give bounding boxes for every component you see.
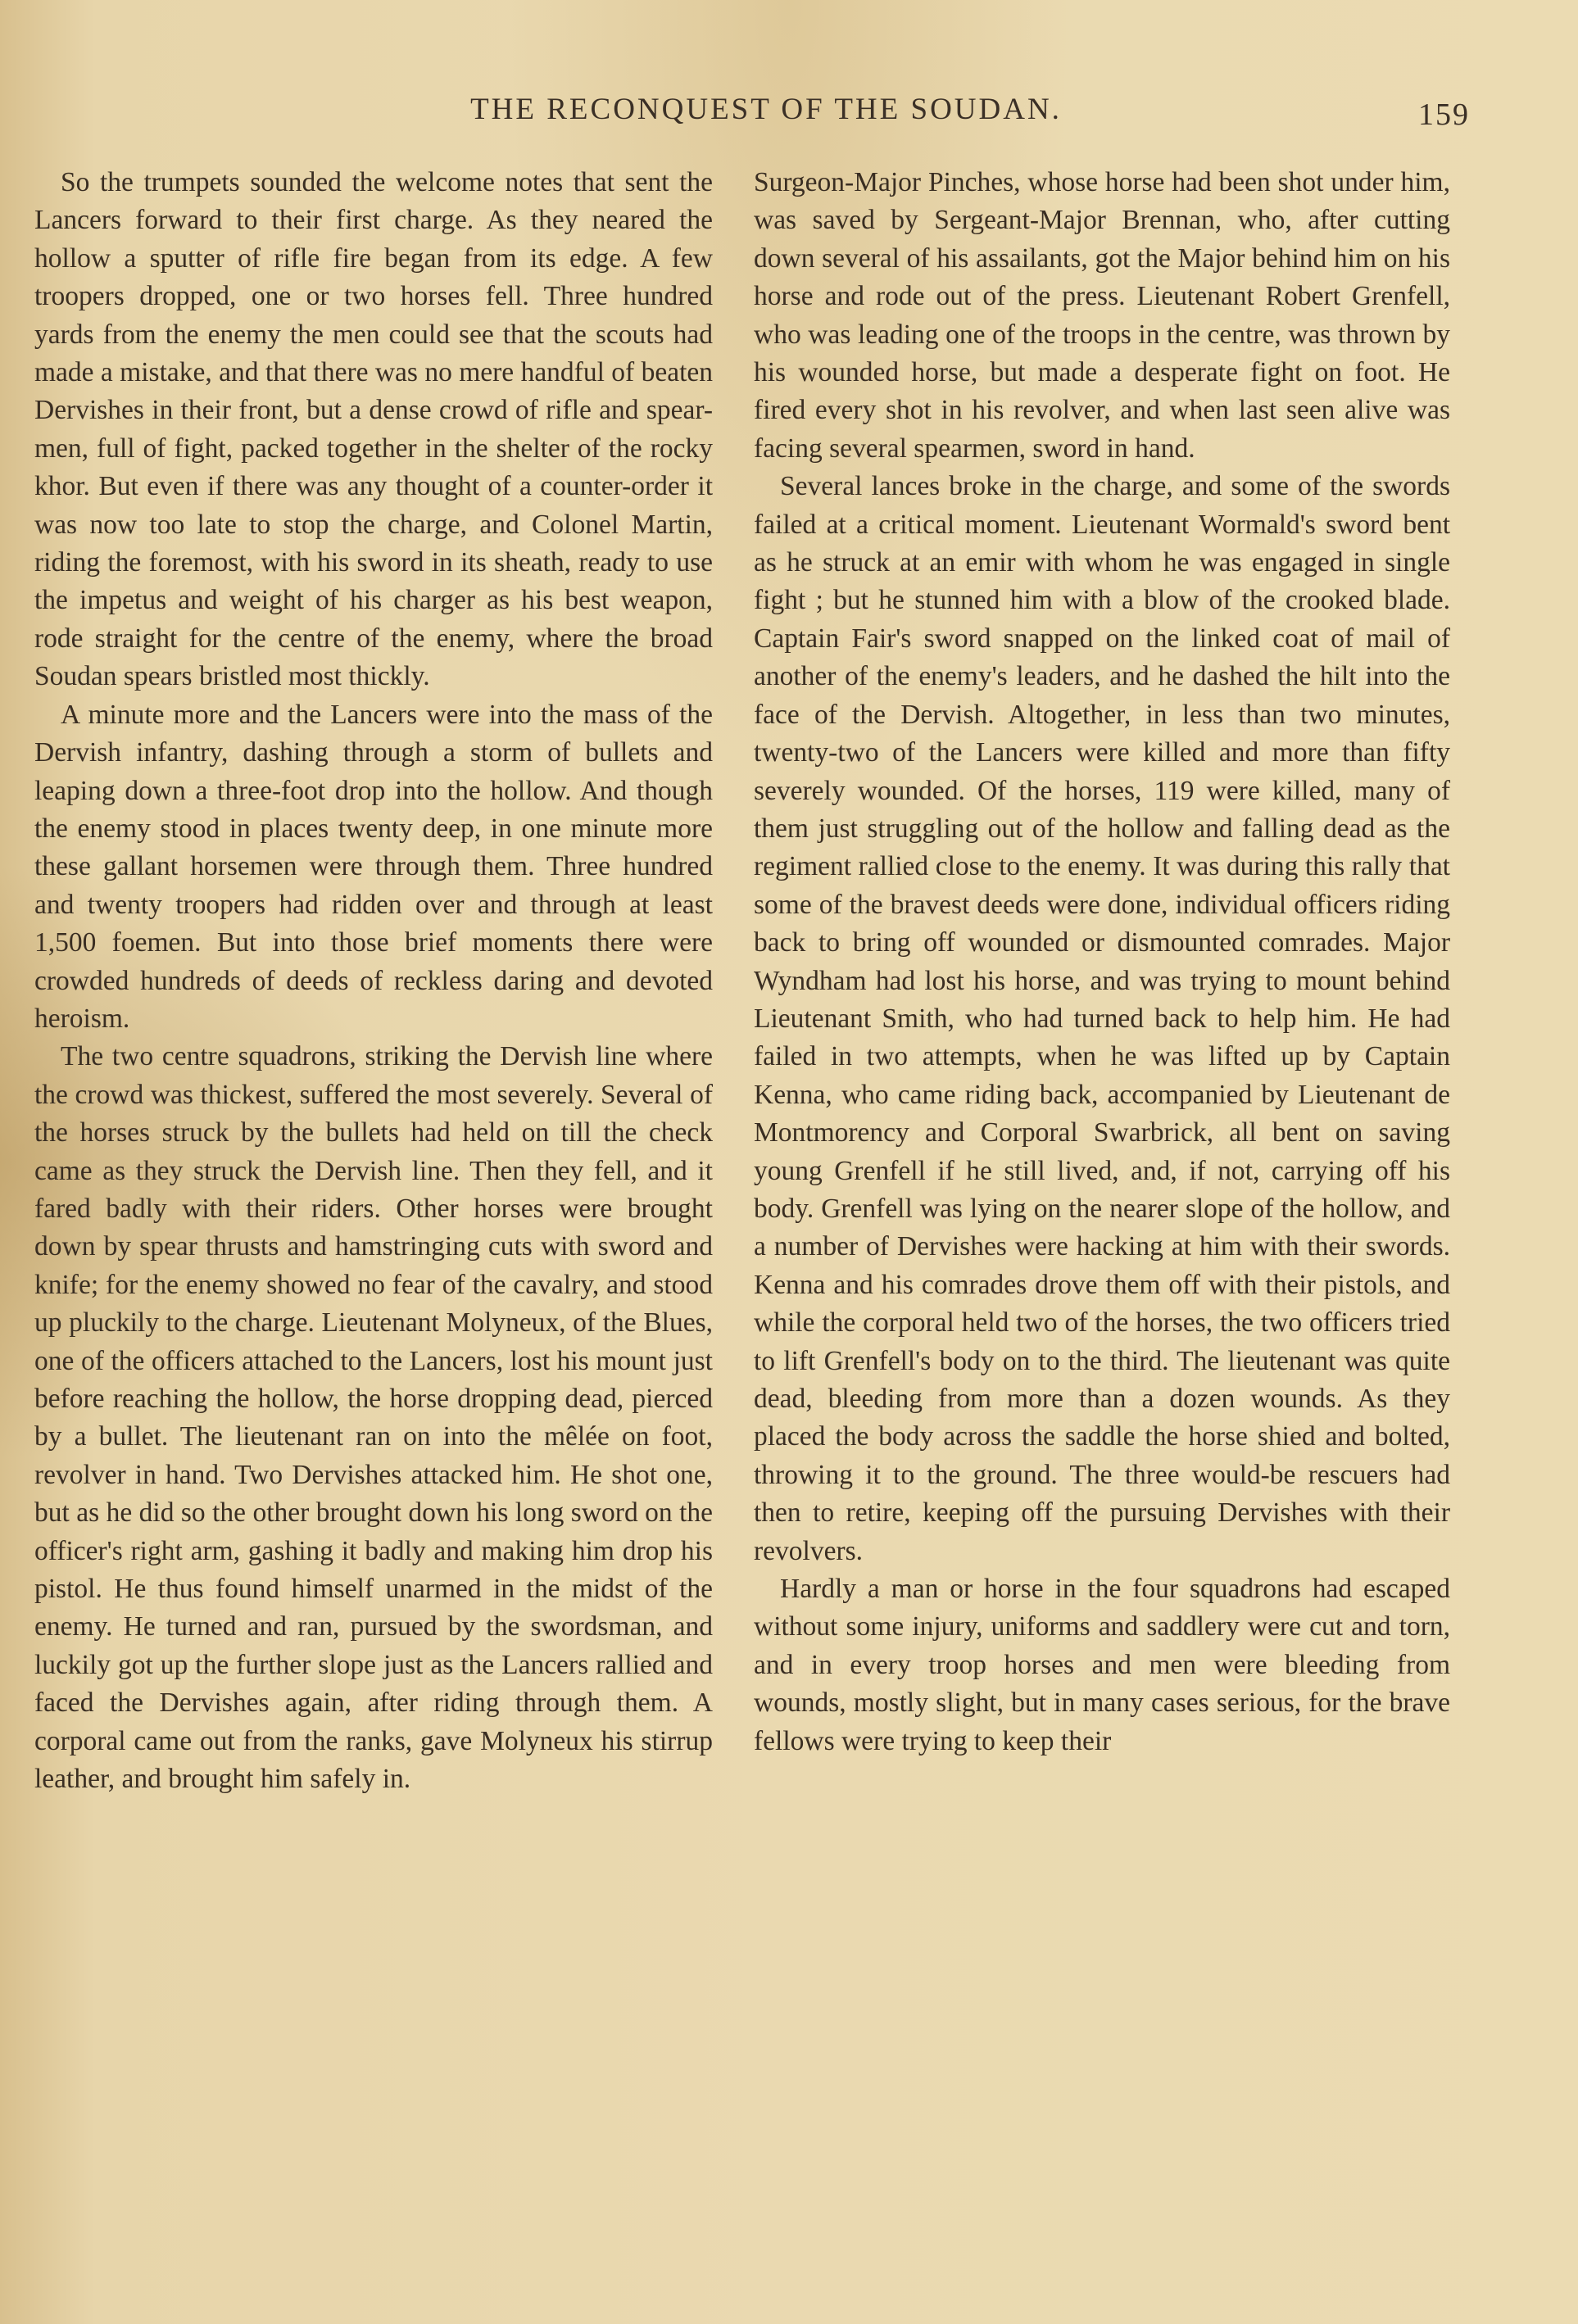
paragraph: Several lances broke in the charge, and some of the swords failed at a critical moment. Lieutenant Wormald's sword bent as he struck at an emir with whom he was engaged in single fight ; but he stunned him with a blow of the crooked blade. Captain Fair's sword snapped on the linked coat of mail of another of the enemy's leaders, and he dashed the hilt into the face of the Dervish. Altogether, in less than two minutes, twenty-two of the Lancers were killed and more than fifty severely wounded. Of the horses, 119 were killed, many of them just struggling out of the hollow and falling dead as the regiment rallied close to the enemy. It was during this rally that some of the bravest deeds were done, individual officers riding back to bring off wounded or dismounted comrades. Major Wyndham had lost his horse, and was trying to mount behind Lieutenant Smith, who had turned back to help him. He had failed in two attempts, when he was lifted up by Captain Kenna, who came riding back, accompanied by Lieutenant de Montmorency and Corporal Swarbrick, all bent on saving young Grenfell if he still lived, and, if not, carrying off his body. Grenfell was lying on the nearer slope of the hollow, and a number of Dervishes were hacking at him with their swords. Kenna and his comrades drove them off with their pistols, and while the corporal held two of the horses, the two officers tried to lift Grenfell's body on to the third. The lieutenant was quite dead, bleeding from more than a dozen wounds. As they placed the body across the saddle the horse shied and bolted, throwing it to the ground. The three would-be rescuers had then to retire, keeping off the pursuing Dervishes with their revolvers. <box>754 471 1450 1566</box>
paragraph: A minute more and the Lancers were into the mass of the Dervish infantry, dashing through a storm of bullets and leaping down a three-foot drop into the hollow. And though the enemy stood in places twenty deep, in one minute more these gallant horsemen were through them. Three hundred and twenty troopers had ridden over and through at least 1,500 foemen. But into those brief moments there were crowded hundreds of deeds of reckless daring and devoted heroism. <box>34 699 713 1034</box>
page-number: 159 <box>1418 97 1470 132</box>
paragraph: Hardly a man or horse in the four squadrons had escaped without some injury, uniforms and saddlery were cut and torn, and in every troop horses and men were bleeding from wounds, mostly slight, but in many cases serious, for the brave fellows were trying to keep their <box>754 1574 1450 1756</box>
running-title: THE RECONQUEST OF THE SOUDAN. <box>470 93 1062 126</box>
paragraph: Surgeon-Major Pinches, whose horse had been shot under him, was saved by Sergeant-Major Brennan, who, after cutting down several of his assailants, got the Major behind him on his horse and rode out of the press. Lieutenant Robert Grenfell, who was leading one of the troops in the centre, was thrown by his wounded horse, but made a desperate fight on foot. He fired every shot in his revolver, and when last seen alive was facing several spearmen, sword in hand. <box>754 167 1450 464</box>
paragraph: So the trumpets sounded the welcome notes that sent the Lancers forward to their first charge. As they neared the hollow a sputter of rifle fire began from its edge. A few troopers dropped, one or two horses fell. Three hundred yards from the enemy the men could see that the scouts had made a mistake, and that there was no mere handful of beaten Dervishes in their front, but a dense crowd of rifle and spear-men, full of fight, packed together in the shelter of the rocky khor. But even if there was any thought of a counter-order it was now too late to stop the charge, and Colonel Martin, riding the foremost, with his sword in its sheath, ready to use the impetus and weight of his charger as his best weapon, rode straight for the centre of the enemy, where the broad Soudan spears bristled most thickly. <box>34 167 713 692</box>
left-column <box>34 164 713 1798</box>
right-column <box>754 164 1450 1760</box>
page-header <box>33 92 1524 141</box>
paragraph: The two centre squadrons, striking the Dervish line where the crowd was thickest, suffered the most severely. Several of the horses struck by the bullets had held on till the check came as they struck the Dervish line. Then they fell, and it fared badly with their riders. Other horses were brought down by spear thrusts and hamstringing cuts with sword and knife; for the enemy showed no fear of the cavalry, and stood up pluckily to the charge. Lieutenant Molyneux, of the Blues, one of the officers attached to the Lancers, lost his mount just before reaching the hollow, the horse dropping dead, pierced by a bullet. The lieutenant ran on into the mêlée on foot, revolver in hand. Two Dervishes attacked him. He shot one, but as he did so the other brought down his long sword on the officer's right arm, gashing it badly and making him drop his pistol. He thus found himself unarmed in the midst of the enemy. He turned and ran, pursued by the swordsman, and luckily got up the further slope just as the Lancers rallied and faced the Dervishes again, after riding through them. A corporal came out from the ranks, gave Molyneux his stirrup leather, and brought him safely in. <box>34 1041 713 1795</box>
